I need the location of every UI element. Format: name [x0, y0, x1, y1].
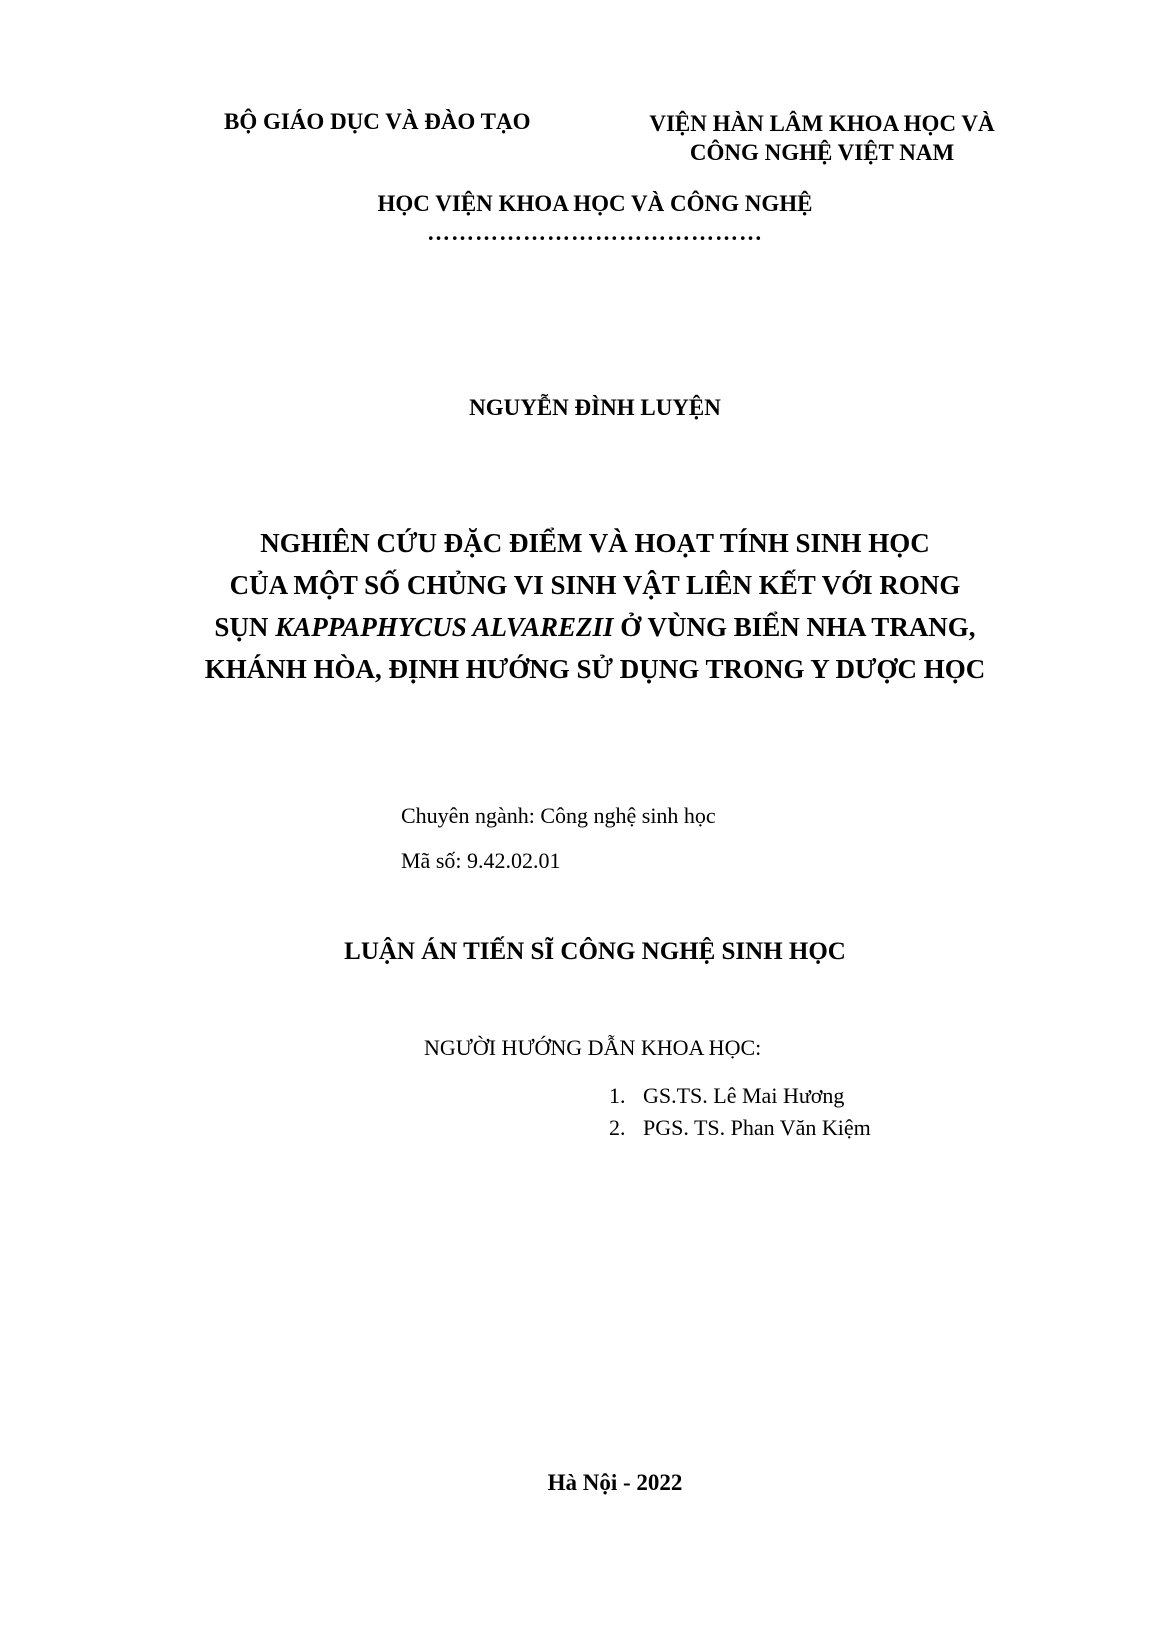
author-name: NGUYỄN ĐÌNH LUYỆN [469, 395, 721, 420]
title-line-3-suffix: Ở VÙNG BIỂN NHA TRANG, [613, 612, 976, 642]
ministry-right-line1: VIỆN HÀN LÂM KHOA HỌC VÀ [649, 111, 995, 136]
advisor-list [609, 1080, 871, 1144]
place-year: Hà Nội - 2022 [547, 1470, 683, 1495]
dotted-separator: …………………………………… [427, 220, 763, 245]
ministry-left: BỘ GIÁO DỤC VÀ ĐÀO TẠO [224, 109, 531, 134]
title-line-2: CỦA MỘT SỐ CHỦNG VI SINH VẬT LIÊN KẾT VỚI RONG [229, 570, 961, 600]
advisor-item [609, 1112, 871, 1144]
thesis-type: LUẬN ÁN TIẾN SĨ CÔNG NGHỆ SINH HỌC [344, 938, 846, 965]
thesis-title [0, 522, 1158, 690]
specialty: Chuyên ngành: Công nghệ sinh học [401, 803, 716, 828]
advisor-heading: NGƯỜI HƯỚNG DẪN KHOA HỌC: [424, 1035, 762, 1060]
title-line-4: KHÁNH HÒA, ĐỊNH HƯỚNG SỬ DỤNG TRONG Y DƯỢC HỌC [204, 654, 986, 684]
advisor-name: GS.TS. Lê Mai Hương [643, 1083, 845, 1108]
specialty-code: Mã số: 9.42.02.01 [401, 848, 561, 873]
ministry-right-line2: CÔNG NGHỆ VIỆT NAM [689, 140, 955, 165]
advisor-number: 2. [609, 1115, 626, 1140]
title-line-3-prefix: SỤN [214, 612, 276, 642]
advisor-name: PGS. TS. Phan Văn Kiệm [643, 1115, 871, 1140]
species-name: KAPPAPHYCUS ALVAREZII [275, 612, 614, 642]
advisor-number: 1. [609, 1083, 626, 1108]
institute-name: HỌC VIỆN KHOA HỌC VÀ CÔNG NGHỆ [377, 191, 813, 216]
title-line-1: NGHIÊN CỨU ĐẶC ĐIỂM VÀ HOẠT TÍNH SINH HỌC [260, 528, 930, 558]
advisor-item [609, 1080, 871, 1112]
title-line-3 [0, 606, 1158, 648]
ministry-right [612, 109, 1032, 167]
